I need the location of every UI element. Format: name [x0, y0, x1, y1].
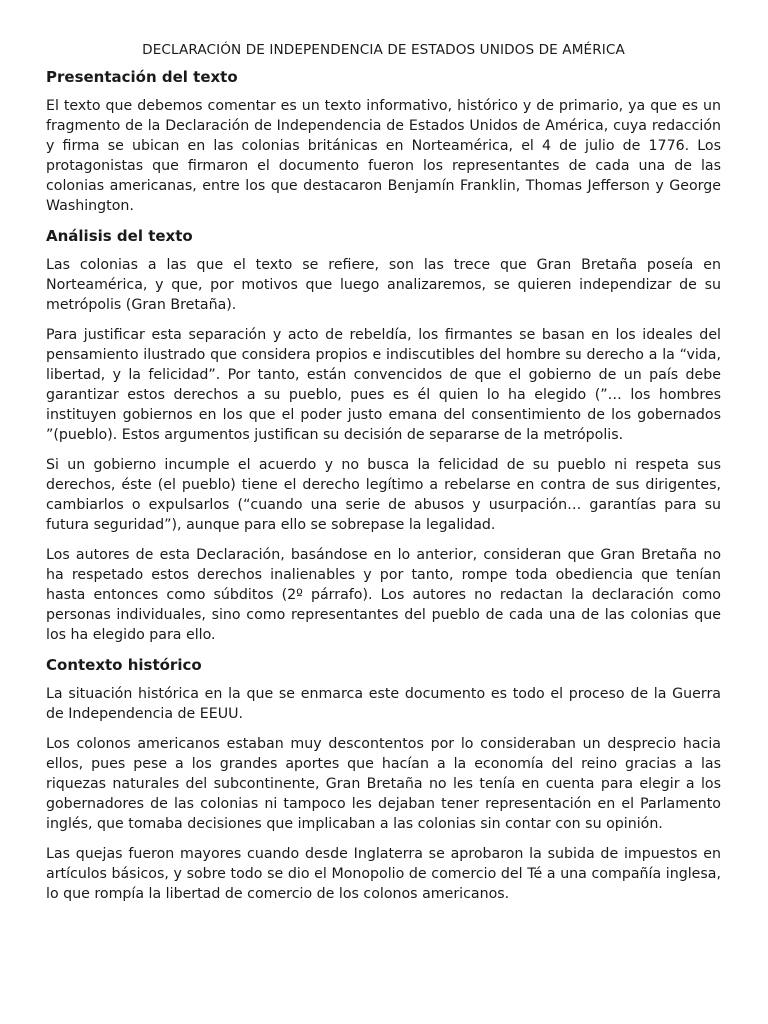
- document-title: DECLARACIÓN DE INDEPENDENCIA DE ESTADOS UNIDOS DE AMÉRICA: [142, 42, 625, 58]
- paragraph: Las quejas fueron mayores cuando desde Inglaterra se aprobaron la subida de impuestos en artículos básicos, y sobre todo se dio el Monopolio de comercio del Té a una compañía inglesa, lo que rompía la libertad de comercio de los colonos americanos.: [46, 846, 721, 902]
- section-analisis: [46, 226, 721, 645]
- paragraph: El texto que debemos comentar es un texto informativo, histórico y de primario, ya que es un fragmento de la Declaración de Independencia de Estados Unidos de América, cuya redacción y firma se ubican en las colonias británicas en Norteamérica, el 4 de julio de 1776. Los protagonistas que firmaron el documento fueron los representantes de cada una de las colonias americanas, entre los que destacaron Benjamín Franklin, Thomas Jefferson y George Washington.: [46, 98, 721, 214]
- section-contexto: [46, 655, 721, 904]
- section-heading: Presentación del texto: [46, 68, 238, 86]
- paragraph: La situación histórica en la que se enmarca este documento es todo el proceso de la Guerra de Independencia de EEUU.: [46, 686, 721, 722]
- section-presentacion: [46, 67, 721, 216]
- paragraph: Los autores de esta Declaración, basándose en lo anterior, consideran que Gran Bretaña no ha respetado estos derechos inalienables y por tanto, rompe toda obediencia que tenían hasta entonces como súbditos (2º párrafo). Los autores no redactan la declaración como personas individuales, sino como representantes del pueblo de cada una de las colonias que los ha elegido para ello.: [46, 547, 721, 643]
- section-heading: Análisis del texto: [46, 227, 193, 245]
- paragraph: Los colonos americanos estaban muy descontentos por lo consideraban un desprecio hacia ellos, pues pese a los grandes aportes que hacían a la economía del reino gracias a las riquezas naturales del subcontinente, Gran Bretaña no les tenía en cuenta para elegir a los gobernadores de las colonias ni tampoco les dejaban tener representación en el Parlamento inglés, que tomaba decisiones que implicaban a las colonias sin contar con su opinión.: [46, 736, 721, 832]
- paragraph: Para justificar esta separación y acto de rebeldía, los firmantes se basan en los ideales del pensamiento ilustrado que considera propios e indiscutibles del hombre su derecho a la “vida, libertad, y la felicidad”. Por tanto, están convencidos de que el gobierno de un país debe garantizar estos derechos a su pueblo, pues es él quien lo ha elegido (”… los hombres instituyen gobiernos en los que el poder justo emana del consentimiento de los gobernados ”(pueblo). Estos argumentos justifican su decisión de separarse de la metrópolis.: [46, 327, 721, 443]
- section-heading: Contexto histórico: [46, 656, 202, 674]
- paragraph: Las colonias a las que el texto se refiere, son las trece que Gran Bretaña poseía en Norteamérica, y que, por motivos que luego analizaremos, se quieren independizar de su metrópolis (Gran Bretaña).: [46, 257, 721, 313]
- paragraph: Si un gobierno incumple el acuerdo y no busca la felicidad de su pueblo ni respeta sus derechos, éste (el pueblo) tiene el derecho legítimo a rebelarse en contra de sus dirigentes, cambiarlos o expulsarlos (“cuando una serie de abusos y usurpación… garantías para su futura seguridad”), aunque para ello se sobrepase la legalidad.: [46, 457, 721, 533]
